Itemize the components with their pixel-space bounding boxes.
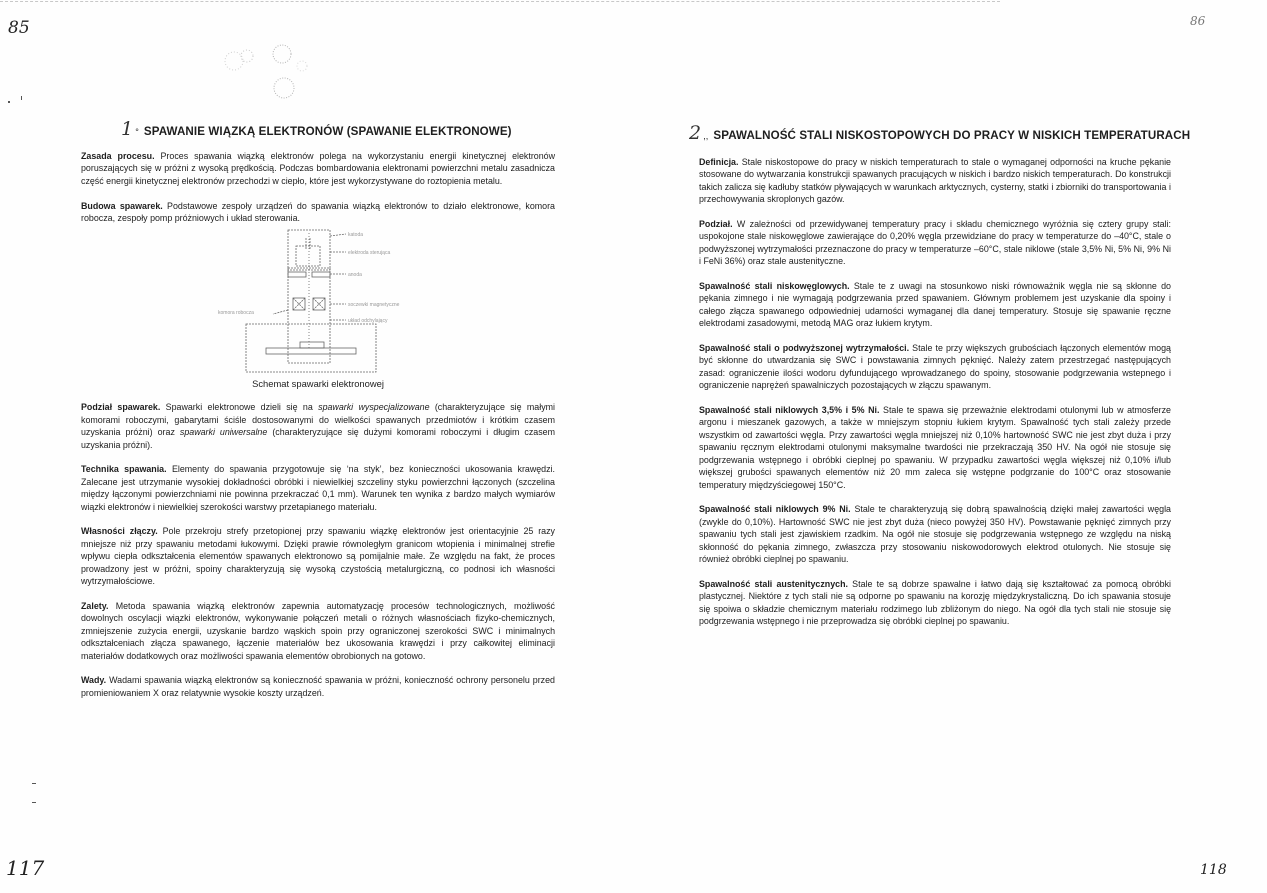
paragraph-podzial-spawarek: Podział spawarek. Spawarki elektronowe dzieli się na spawarki wyspecjalizowane (charakteryzujące się małymi komorami roboczymi, gabarytami ściśle dostosowanymi do wielkości spawanych przedmiotów i krótkim czasem uzyskania próżni) oraz spawarki uniwersalne (charakteryzujące się dużymi komorami roboczymi i długim czasem uzyskania próżni). [81,402,555,450]
electron-beam-welder-diagram [218,228,418,376]
paragraph-zalety: Zalety. Metoda spawania wiązką elektronów zapewnia automatyzację procesów technologicznych, możliwość dowolnych oscylacji wiązki elektronów, wykonywanie połączeń metali o różnych własnościach fizyko-chemicznych, zmniejszenie zużycia energii, uzyskanie bardzo wąskich spoin przy ograniczonej szerokości SWC i minimalnych odkształceniach złącza spawanego, łączenie materiałów bez ukosowania krawędzi i przy całkowitej eliminacji materiałów dodatkowych oraz możliwości spawania elementów obrobionych na gotowo. [81,600,555,661]
paragraph-wlasnosci: Własności złączy. Pole przekroju strefy przetopionej przy spawaniu wiązkę elektronów jest orientacyjnie 25 razy mniejsze niż przy spawaniu metodami łukowymi. Dzięki prawie równoległym granicom wtopienia i minimalnej strefie wpływu ciepła odkształcenia elementów spawanych elektronowo są pomijalnie małe. Ze względu na fakt, że proces prowadzony jest w próżni, spoiny charakteryzują się wysoką czystością metalurgiczną, co podnosi ich własności wytrzymałościowe. [81,526,555,587]
paragraph-technika: Technika spawania. Elementy do spawania przygotowuje się ‘na styk’, bez konieczności ukosowania krawędzi. Zalecane jest utrzymanie wysokiej dokładności obróbki i niewielkiej szczeliny styku powierzchni łączonych (szczelina między łączonymi powierzchniami nie powinna przekraczać 0,1 mm). Warunek ten wynika z bardzo małych wymiarów wiązki elektronów i niewielkiej szerokości warstwy przetapianego materiału. [81,464,555,512]
paragraph-zasada: Zasada procesu. Proces spawania wiązką elektronów polega na wykorzystaniu energii kinetycznej elektronów poruszających się w próżni z wysoką prędkością. Podczas bombardowania elektronami powierzchni metalu zasadnicza część energii kinetycznej elektronów przechodzi w ciepło, które jest wykorzystywane do roztopienia metalu. [81,151,556,186]
paragraph-niklowe-9: Spawalność stali niklowych 9% Ni. Stale te charakteryzują się dobrą spawalnością dzięki małej zawartości węgla (zwykle do 0,10%). Hartowność SWC nie jest zbyt duża (nieco powyżej 350 HV). Powstawanie pęknięć zimnych przy spawaniu tych stali jest zjawiskiem rzadkim. Na ogół nie stosuje się podgrzewania wstępnego ze względu na niską skłonność do pękania zimnego, zwłaszcza przy stosowaniu niskowodorowych elektrod otulonych. Nie stosuje się również obróbki cieplnej po spawaniu. [699,504,1171,564]
margin-mark [8,101,10,103]
paragraph-austenityczne: Spawalność stali austenitycznych. Stale te są dobrze spawalne i łatwo dają się kształtować za pomocą obróbki plastycznej. Niektóre z tych stali nie są odporne po spawaniu na korozję międzykrystaliczną. Do ich spawania stosuje się spoiwa o składzie chemicznym materiału rodzimego lub zbliżonym do niego. Na ogół dla tych stali nie stosuje się podgrzewania wstępnego i nie przeprowadza się obróbki cieplnej po spawaniu. [699,578,1171,626]
svg-text:soczewki magnetyczne: soczewki magnetyczne [348,302,400,309]
svg-text:komora robocza: komora robocza [218,310,254,317]
scan-speckle-artifact [222,36,312,106]
svg-text:anoda: anoda [348,272,362,279]
page-number-top-left: 85 [8,18,30,38]
paragraph-wady: Wady. Wadami spawania wiązką elektronów są konieczność spawania w próżni, konieczność ochrony personelu przed promieniowaniem X oraz relatywnie wysokie koszty urządzeń. [81,675,555,698]
section-heading: 2 ,, SPAWALNOŚĆ STALI NISKOSTOPOWYCH DO PRACY W NISKICH TEMPERATURACH [689,122,1191,144]
margin-mark [32,783,36,784]
section-number: 2 [689,122,702,144]
section-title: SPAWANIE WIĄZKĄ ELEKTRONÓW (SPAWANIE ELEKTRONOWE) [143,125,512,138]
section-title: SPAWALNOŚĆ STALI NISKOSTOPOWYCH DO PRACY W NISKICH TEMPERATURACH [713,129,1191,142]
svg-text:katoda: katoda [348,232,364,239]
page-number-bottom-left: 117 [6,856,45,880]
paragraph-podwyzszona-wytrzymalosc: Spawalność stali o podwyższonej wytrzymałości. Stale te przy większych grubościach łączonych elementów mogą być skłonne do utwardzania się SWC i powstawania zimnych pęknięć. Należy zatem przestrzegać następujących zasad: ograniczenie ilości wodoru dyfundującego wprowadzanego do spoiny, stosowanie podgrzewania wstepnego i ograniczenie naprężeń spawalniczych pozostających w złączu spawanym. [699,343,1171,391]
paragraph-podzial: Podział. W zależności od przewidywanej temperatury pracy i składu chemicznego wyróżnia się cztery grupy stali: uspokojone stale niskowęglowe zawierające do 0,20% węgla przewidziane do pracy w temperaturze do –40°C, stale o podwyższonej wytrzymałości przeznaczone do pracy w temperaturze –60°C, stale niklowe (stale 3,5% Ni, 5% Ni, 9% Ni i FeNi 36%) oraz stale austenityczne. [699,219,1171,267]
right-page [689,122,1191,640]
scan-edge-line [0,1,1000,2]
paragraph-niklowe-35-5: Spawalność stali niklowych 3,5% i 5% Ni. Stale te spawa się przeważnie elektrodami otulonymi lub w atmosferze argonu i mieszanek gazowych, a także w mniejszym stopniu łukiem krytym. Spawalność tych stali zależy przede wszystkim od zawartości węgla. Przy zawartości węgla mniejszej niż 0,10% hartowność SWC nie jest zbyt duża i przy spawaniu ręcznym elektrodami otulonymi maksymalne twardości nie przekraczają 350 HV. Na ogół nie stosuje się podgrzewania wstępnego i obróbki cieplnej po spawaniu. W przypadku zawartości węgla większej niż 0,10% i/lub większej grubości spawanych elementów niż 20 mm zaleca się wstępne podgrzanie do 100°C oraz stosowanie temperatury międzyściegowej 150°C. [699,405,1171,490]
svg-text:elektroda sterująca: elektroda sterująca [348,250,391,257]
left-page [81,118,555,712]
paragraph-budowa: Budowa spawarek. Podstawowe zespoły urządzeń do spawania wiązką elektronów to działo elektronowe, komora robocza, zespoły pomp próżniowych i układ sterowania. [81,200,555,224]
margin-mark [32,802,36,803]
section-number: 1 [121,118,134,140]
paragraph-niskoweglowe: Spawalność stali niskowęglowych. Stale te z uwagi na stosunkowo niski równoważnik węgla nie są skłonne do pękania zimnego i nie wymagają podgrzewania przed spawaniem. Głównym problemem jest uzyskanie dla spoiny i całego złącza spawanego odpowiedniej udarności wymaganej dla danej temperatury. Stosuje się spawanie ręczne elektrodami zasadowymi, metodą MAG oraz łukiem krytym. [699,281,1171,329]
page-number-bottom-right: 118 [1200,862,1227,878]
page-number-top-right: 86 [1190,14,1206,28]
figure-caption: Schemat spawarki elektronowej [252,378,384,390]
margin-mark [21,96,22,100]
svg-text:układ odchylający: układ odchylający [348,318,388,325]
section-heading: 1 ° SPAWANIE WIĄZKĄ ELEKTRONÓW (SPAWANIE ELEKTRONOWE) [121,118,512,140]
paragraph-definicja: Definicja. Stale niskostopowe do pracy w niskich temperaturach to stale o wymaganej odporności na kruche pękanie stosowane do wytwarzania konstrukcji spawanych pracujących w niskich i bardzo niskich temperaturach. Do konstrukcji takich zalicza się kadłuby statków pływających w warunkach arktycznych, cysterny, statki i zbiorniki do transportowania i przechowywania skroplonych gazów. [699,157,1171,205]
welder-schematic-figure [81,228,555,389]
